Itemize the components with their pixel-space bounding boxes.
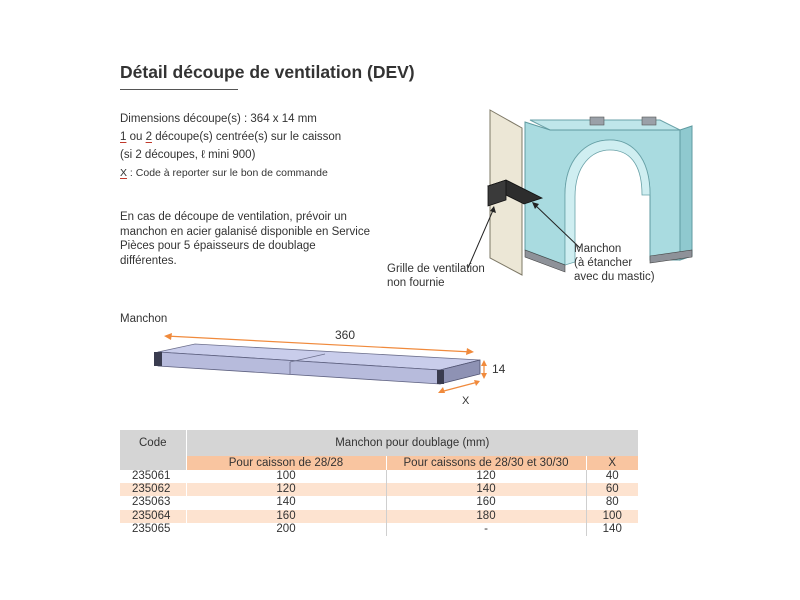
length-dimension-label: 360 [335,328,356,342]
row-2830: 140 [386,483,586,496]
height-arrow-bottom [481,373,487,379]
length-arrow-right [466,348,474,355]
casing-back-top [530,120,680,130]
group-header: Manchon pour doublage (mm) [186,430,638,456]
row-x: 40 [586,470,638,483]
height-dimension-label: 14 [492,362,506,376]
row-code: 235063 [120,496,186,509]
spec-count-sep: ou [126,131,146,143]
row-x: 100 [586,510,638,523]
manchon-label-line-1: Manchon [574,243,622,255]
height-arrow-top [481,360,487,366]
row-x: 60 [586,483,638,496]
spec-code-text: : Code à reporter sur le bon de commande [127,167,328,179]
casing-side-shape [680,126,692,260]
top-clip-left [590,117,604,125]
subheader-2830: Pour caissons de 28/30 et 30/30 [386,456,586,470]
spec-count [120,128,341,146]
spec-code-note [120,164,341,182]
grille-label-line-1: Grille de ventilation [387,263,485,275]
row-2828: 120 [186,483,386,496]
row-2830: 160 [386,496,586,509]
row-2828: 200 [186,523,386,536]
row-2828: 100 [186,470,386,483]
row-2830: 120 [386,470,586,483]
title-underline [120,89,238,90]
table-row [120,483,638,496]
subheader-x: X [586,456,638,470]
spec-count-one: 1 [120,131,127,143]
row-code: 235061 [120,470,186,483]
sleeve-table [120,430,638,536]
grille-label [387,262,485,290]
depth-arrow-left [438,387,445,393]
top-clip-right [642,117,656,125]
table-row [120,510,638,523]
table-row [120,470,638,483]
row-code: 235064 [120,510,186,523]
depth-dimension-label: X [462,395,470,407]
sleeve-left-cap [154,352,162,366]
grille-label-line-2: non fournie [387,277,445,289]
table-header-row [120,430,638,456]
spec-condition: (si 2 découpes, ℓ mini 900) [120,149,256,161]
spec-code-letter: X [120,167,128,179]
row-x: 140 [586,523,638,536]
spec-count-suffix: découpe(s) centrée(s) sur le caisson [152,131,342,143]
spec-dimensions-label: Dimensions découpe(s) : [120,113,251,125]
manchon-label-line-2: (à étancher [574,257,633,269]
sleeve-paragraph: En cas de découpe de ventilation, prévoir un manchon en acier galanisé disponible en Service Pièces pour 5 épaisseurs de doublage différentes. [120,211,370,267]
manchon-label [574,242,655,284]
spec-count-two: 2 [145,131,152,143]
table-row [120,496,638,509]
depth-dimension-line [440,382,478,392]
spec-dimensions [120,110,341,128]
row-code: 235062 [120,483,186,496]
spec-dimensions-value: 364 x 14 mm [250,113,317,125]
table-row [120,523,638,536]
row-x: 80 [586,496,638,509]
row-code: 235065 [120,523,186,536]
row-2828: 140 [186,496,386,509]
length-arrow-left [164,333,172,340]
spec-block [120,110,341,182]
table-subheader-row [120,456,638,470]
manchon-label-line-3: avec du mastic) [574,271,655,283]
sleeve-caption: Manchon [120,313,168,325]
sleeve-right-cap [437,370,444,384]
row-2830: 180 [386,510,586,523]
row-2830: - [386,523,586,536]
sleeve-drawing [140,322,520,412]
code-subheader-blank [120,456,186,470]
code-header: Code [120,430,186,456]
page-title: Détail découpe de ventilation (DEV) [120,62,415,82]
subheader-2828: Pour caisson de 28/28 [186,456,386,470]
row-2828: 160 [186,510,386,523]
